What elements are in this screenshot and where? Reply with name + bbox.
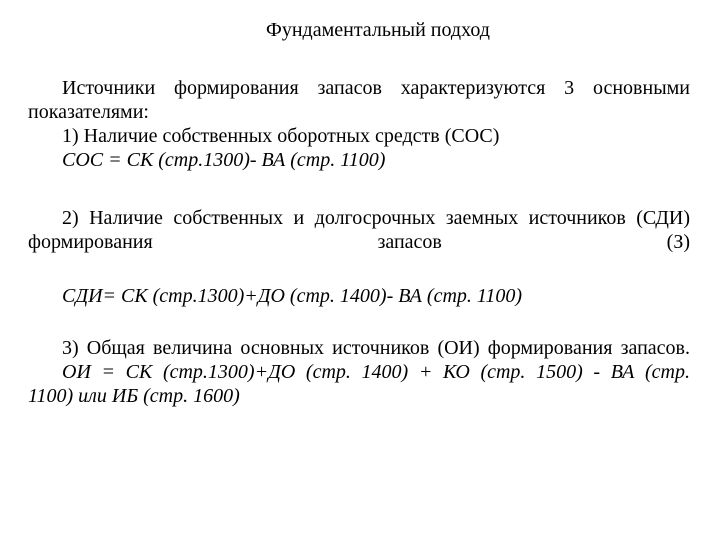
formula-oi-line1: ОИ = СК (стр.1300)+ДО (стр. 1400) + КО (стр. 1500) - ВА (стр. xyxy=(62,361,690,383)
slide-body xyxy=(28,76,690,408)
indicator-3: 3) Общая величина основных источников (ОИ) формирования запасов. xyxy=(62,337,690,359)
intro-paragraph: Источники формирования запасов характеризуются 3 основными показателями: xyxy=(28,77,690,123)
indicator-1: 1) Наличие собственных оборотных средств (СОС) xyxy=(62,125,500,147)
formula-sos: СОС = СК (стр.1300)- ВА (стр. 1100) xyxy=(62,149,386,171)
formula-sdi: СДИ= СК (стр.1300)+ДО (стр. 1400)- ВА (стр. 1100) xyxy=(62,285,523,307)
slide-title-text: Фундаментальный подход xyxy=(266,19,490,41)
slide-title xyxy=(0,18,720,42)
formula-oi-line2: 1100) или ИБ (стр. 1600) xyxy=(28,385,240,407)
indicator-2: 2) Наличие собственных и долгосрочных заемных источников (СДИ) формирования запасов (З) xyxy=(28,207,690,253)
